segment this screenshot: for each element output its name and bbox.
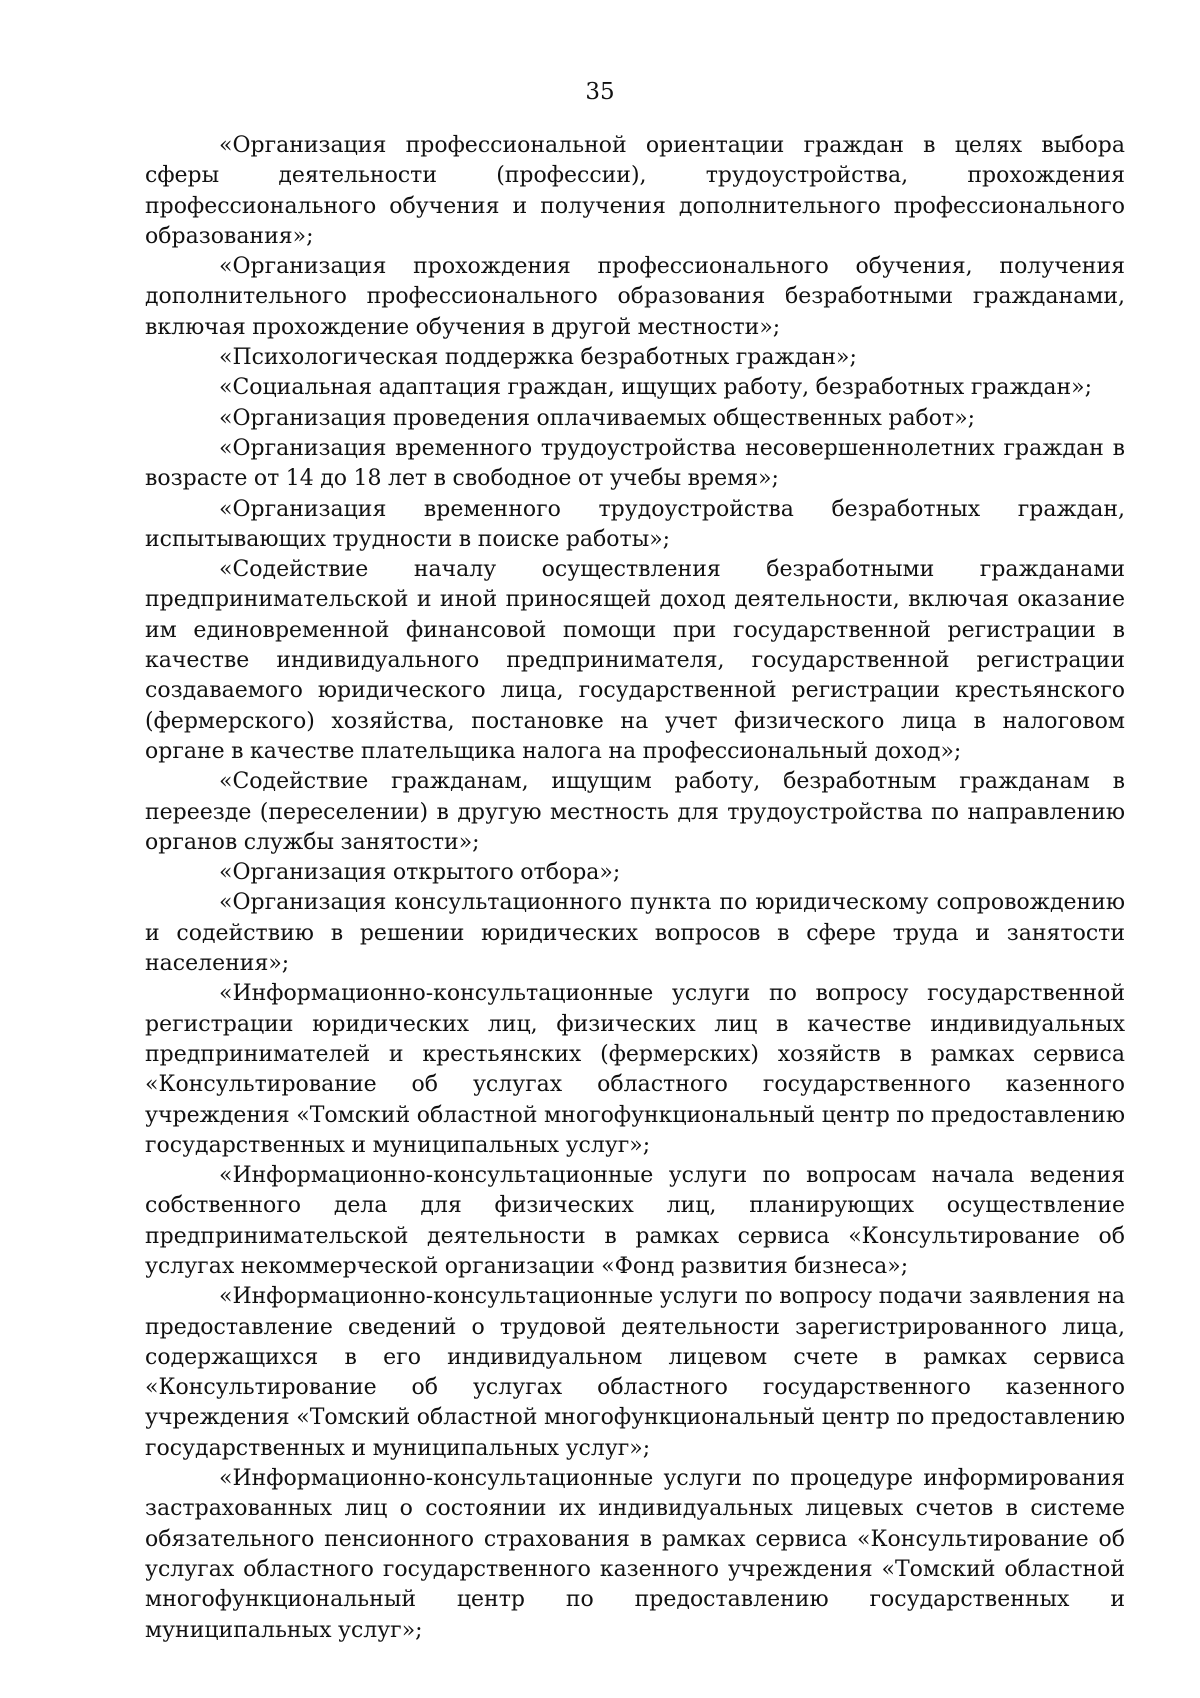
paragraph: «Психологическая поддержка безработных граждан»; bbox=[219, 345, 857, 371]
paragraph: «Организация открытого отбора»; bbox=[219, 860, 621, 886]
paragraph: «Организация профессиональной ориентации граждан в целях выбора сферы деятельности (профессии), трудоустройства, прохождения профессионального обучения и получения дополнительного профессионального образования»; bbox=[145, 133, 1125, 249]
paragraph: «Организация временного трудоустройства безработных граждан, испытывающих трудности в поиске работы»; bbox=[145, 496, 1125, 552]
paragraph: «Содействие началу осуществления безработными гражданами предпринимательской и иной приносящей доход деятельности, включая оказание им единовременной финансовой помощи при государственной регистрации в качестве индивидуального предпринимателя, государственной регистрации создаваемого юридического лица, государственной регистрации крестьянского (фермерского) хозяйства, постановке на учет физического лица в налоговом органе в качестве плательщика налога на профессиональный доход»; bbox=[145, 557, 1125, 764]
paragraph: «Организация прохождения профессионального обучения, получения дополнительного профессионального образования безработными гражданами, включая прохождение обучения в другой местности»; bbox=[145, 254, 1125, 340]
paragraph: «Информационно-консультационные услуги по вопросу государственной регистрации юридических лиц, физических лиц в качестве индивидуальных предпринимателей и крестьянских (фермерских) хозяйств в рамках сервиса «Консультирование об услугах областного государственного казенного учреждения «Томский областной многофункциональный центр по предоставлению государственных и муниципальных услуг»; bbox=[145, 981, 1125, 1158]
paragraph: «Организация временного трудоустройства несовершеннолетних граждан в возрасте от 14 до 18 лет в свободное от учебы время»; bbox=[145, 435, 1125, 492]
paragraph: «Социальная адаптация граждан, ищущих работу, безработных граждан»; bbox=[219, 375, 1092, 401]
paragraph: «Организация проведения оплачиваемых общественных работ»; bbox=[219, 405, 976, 431]
document-body bbox=[145, 131, 1125, 1646]
paragraph: «Содействие гражданам, ищущим работу, безработным гражданам в переезде (переселении) в другую местность для трудоустройства по направлению органов службы занятости»; bbox=[145, 769, 1125, 855]
paragraph: «Организация консультационного пункта по юридическому сопровождению и содействию в решении юридических вопросов в сфере труда и занятости населения»; bbox=[145, 890, 1125, 977]
page-number: 35 bbox=[585, 79, 615, 105]
paragraph: «Информационно-консультационные услуги по процедуре информирования застрахованных лиц о состоянии их индивидуальных лицевых счетов в системе обязательного пенсионного страхования в рамках сервиса «Консультирование об услугах областного государственного казенного учреждения «Томский областной многофункциональный центр по предоставлению государственных и муниципальных услуг»; bbox=[145, 1466, 1125, 1643]
paragraph: «Информационно-консультационные услуги по вопросу подачи заявления на предоставление сведений о трудовой деятельности зарегистрированного лица, содержащихся в его индивидуальном лицевом счете в рамках сервиса «Консультирование об услугах областного государственного казенного учреждения «Томский областной многофункциональный центр по предоставлению государственных и муниципальных услуг»; bbox=[145, 1284, 1125, 1461]
paragraph: «Информационно-консультационные услуги по вопросам начала ведения собственного дела для физических лиц, планирующих осуществление предпринимательской деятельности в рамках сервиса «Консультирование об услугах некоммерческой организации «Фонд развития бизнеса»; bbox=[145, 1163, 1125, 1279]
